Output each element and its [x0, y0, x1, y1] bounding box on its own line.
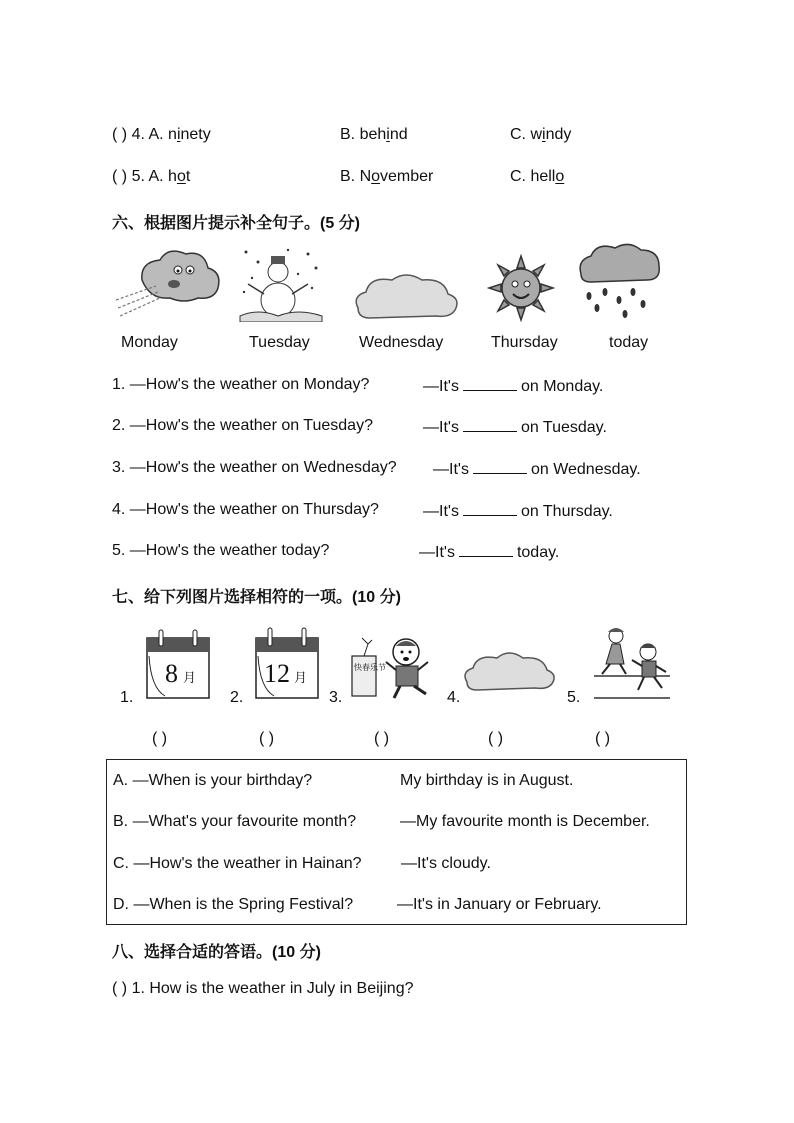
option-c — [510, 168, 564, 186]
option-a-text: nety — [180, 126, 211, 143]
windy-icon — [112, 240, 224, 322]
option-b-text: nd — [389, 126, 408, 143]
option-b-answer: —My favourite month is December. — [400, 813, 650, 830]
answer-2 — [423, 417, 607, 437]
answer-paren[interactable]: ( ) — [112, 126, 128, 143]
answer-prefix: —It's — [419, 544, 455, 561]
answer-prefix: —It's — [423, 503, 459, 520]
answer-prefix: —It's — [433, 461, 469, 478]
cloud-icon — [461, 648, 559, 694]
option-c-answer: —It's cloudy. — [401, 855, 491, 872]
day-label-wednesday: Wednesday — [359, 334, 444, 351]
sunny-icon — [487, 254, 555, 322]
question-1: 1. —How's the weather on Monday? — [112, 376, 370, 393]
answer-paren-2[interactable]: ( ) — [259, 730, 275, 747]
question-4: 4. —How's the weather on Thursday? — [112, 501, 379, 518]
option-a-text: h — [168, 168, 177, 185]
pic-number-5: 5. — [567, 689, 581, 706]
answer-paren[interactable]: ( ) — [112, 980, 128, 997]
answer-prefix: —It's — [423, 378, 459, 395]
answer-paren[interactable]: ( ) — [112, 168, 128, 185]
option-a-label: 4. A. — [131, 126, 169, 143]
answer-suffix: on Monday. — [520, 378, 604, 395]
calendar-unit: 月 — [183, 670, 197, 685]
answer-suffix: on Thursday. — [520, 503, 613, 520]
section-7-title: 七、给下列图片选择相符的一项。(10 分) — [112, 589, 401, 606]
firecracker-label: 快春乐节 — [354, 663, 386, 672]
option-c-text: C. w — [510, 126, 542, 143]
calendar-unit: 月 — [294, 670, 308, 685]
option-a-text: t — [185, 168, 191, 185]
option-b — [340, 126, 408, 144]
answer-prefix: —It's — [423, 419, 459, 436]
option-d-answer: —It's in January or February. — [397, 896, 602, 913]
calendar-day: 8 — [165, 659, 178, 688]
day-label-thursday: Thursday — [491, 334, 558, 351]
option-b-text: B. beh — [340, 126, 387, 143]
section-6-title: 六、根据图片提示补全句子。(5 分) — [112, 215, 361, 232]
section-8-title: 八、选择合适的答语。(10 分) — [112, 944, 321, 961]
answer-blank[interactable] — [459, 542, 513, 557]
firecracker-boy-icon — [348, 636, 440, 702]
underlined-letter: i — [542, 126, 546, 143]
option-b-text: B. N — [340, 168, 372, 185]
day-label-monday: Monday — [121, 334, 178, 351]
pic-number-4: 4. — [447, 689, 461, 706]
option-c — [510, 126, 571, 144]
option-b-question: B. —What's your favourite month? — [113, 813, 357, 830]
underlined-letter: i — [176, 126, 181, 143]
answer-4 — [423, 501, 613, 521]
answer-paren-4[interactable]: ( ) — [488, 730, 504, 747]
pic-number-1: 1. — [120, 689, 134, 706]
underlined-letter: i — [386, 126, 390, 143]
question-2: 2. —How's the weather on Tuesday? — [112, 417, 373, 434]
option-c-question: C. —How's the weather in Hainan? — [113, 855, 362, 872]
answer-blank[interactable] — [463, 417, 517, 432]
option-a-label: 5. A. — [131, 168, 169, 185]
answer-suffix: today. — [516, 544, 560, 561]
answer-blank[interactable] — [463, 376, 517, 391]
answer-3 — [433, 459, 641, 479]
underlined-letter: o — [176, 168, 186, 185]
day-label-tuesday: Tuesday — [249, 334, 310, 351]
pic-number-2: 2. — [230, 689, 244, 706]
cloudy-icon — [350, 268, 462, 324]
option-c-text: C. hell — [510, 168, 556, 185]
question-3: 3. —How's the weather on Wednesday? — [112, 459, 397, 476]
option-b-text: vember — [380, 168, 434, 185]
option-a-question: A. —When is your birthday? — [113, 772, 313, 789]
answer-paren-1[interactable]: ( ) — [152, 730, 168, 747]
question-row-8-1 — [112, 980, 413, 998]
option-a-text: n — [168, 126, 177, 143]
answer-suffix: on Wednesday. — [530, 461, 641, 478]
rainy-icon — [575, 240, 663, 320]
question-5: 5. —How's the weather today? — [112, 542, 330, 559]
option-d-question: D. —When is the Spring Festival? — [113, 896, 354, 913]
option-a-answer: My birthday is in August. — [400, 772, 574, 789]
pic-number-3: 3. — [329, 689, 343, 706]
underlined-letter: o — [555, 168, 565, 185]
answer-paren-3[interactable]: ( ) — [374, 730, 390, 747]
underlined-letter: o — [371, 168, 381, 185]
answer-blank[interactable] — [473, 459, 527, 474]
answer-suffix: on Tuesday. — [520, 419, 607, 436]
snowy-icon — [238, 244, 324, 322]
day-label-today: today — [609, 334, 649, 351]
question-row-5 — [112, 168, 190, 186]
calendar-december-icon — [254, 626, 320, 700]
running-children-icon — [592, 624, 672, 704]
option-b — [340, 168, 433, 186]
answer-paren-5[interactable]: ( ) — [595, 730, 611, 747]
option-c-text: ndy — [545, 126, 572, 143]
question-row-4 — [112, 126, 211, 144]
calendar-day: 12 — [264, 659, 290, 688]
answer-5 — [419, 542, 559, 562]
answer-blank[interactable] — [463, 501, 517, 516]
calendar-august-icon — [145, 628, 211, 700]
question-text: 1. How is the weather in July in Beijing? — [131, 980, 414, 997]
answer-1 — [423, 376, 603, 396]
